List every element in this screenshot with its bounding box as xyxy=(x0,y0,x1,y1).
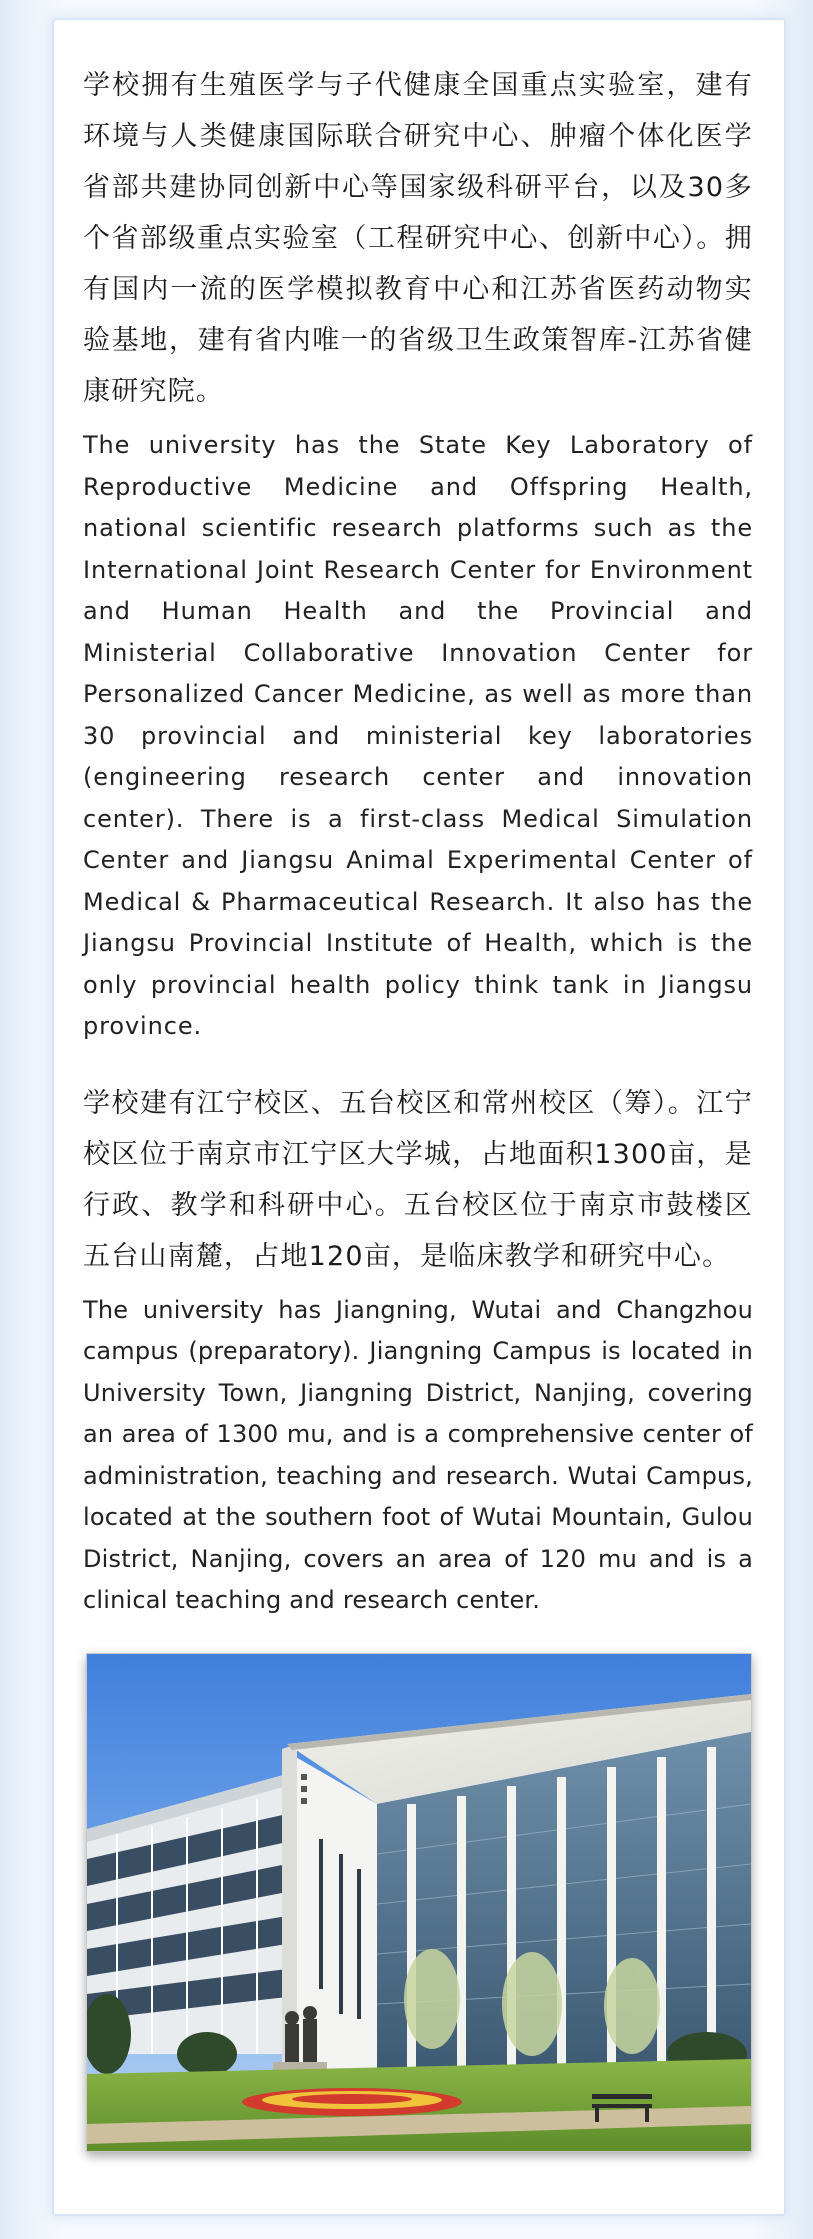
article-content xyxy=(83,60,753,1622)
paragraph-english-research: The university has the State Key Laboratory of Reproductive Medicine and Offspring Health, national scientific research platforms such as the International Joint Research Center for Environment and Human Health and the Provincial and Ministerial Collaborative Innovation Center for Personalized Cancer Medicine, as well as more than 30 provincial and ministerial key laboratories (engineering research center and innovation center). There is a first-class Medical Simulation Center and Jiangsu Animal Experimental Center of Medical & Pharmaceutical Research. It also has the Jiangsu Provincial Institute of Health, which is the only provincial health policy think tank in Jiangsu province. xyxy=(83,431,753,1040)
paragraph-english-campus: The university has Jiangning, Wutai and Changzhou campus (preparatory). Jiangning Campus is located in University Town, Jiangning District, Nanjing, covering an area of 1300 mu, and is a comprehensive center of administration, teaching and research. Wutai Campus, located at the southern foot of Wutai Mountain, Gulou District, Nanjing, covers an area of 120 mu and is a clinical teaching and research center. xyxy=(83,1295,753,1614)
campus-building-photo xyxy=(86,1653,752,2152)
paragraph-chinese-campus: 学校建有江宁校区、五台校区和常州校区（筹）。江宁校区位于南京市江宁区大学城，占地面积1300亩，是行政、教学和科研中心。五台校区位于南京市鼓楼区五台山南麓，占地120亩，是临床教学和研究中心。 xyxy=(83,1087,753,1272)
paragraph-chinese-research: 学校拥有生殖医学与子代健康全国重点实验室，建有环境与人类健康国际联合研究中心、肿瘤个体化医学省部共建协同创新中心等国家级科研平台，以及30多个省部级重点实验室（工程研究中心、创新中心）。拥有国内一流的医学模拟教育中心和江苏省医药动物实验基地，建有省内唯一的省级卫生政策智库-江苏省健康研究院。 xyxy=(83,70,753,407)
